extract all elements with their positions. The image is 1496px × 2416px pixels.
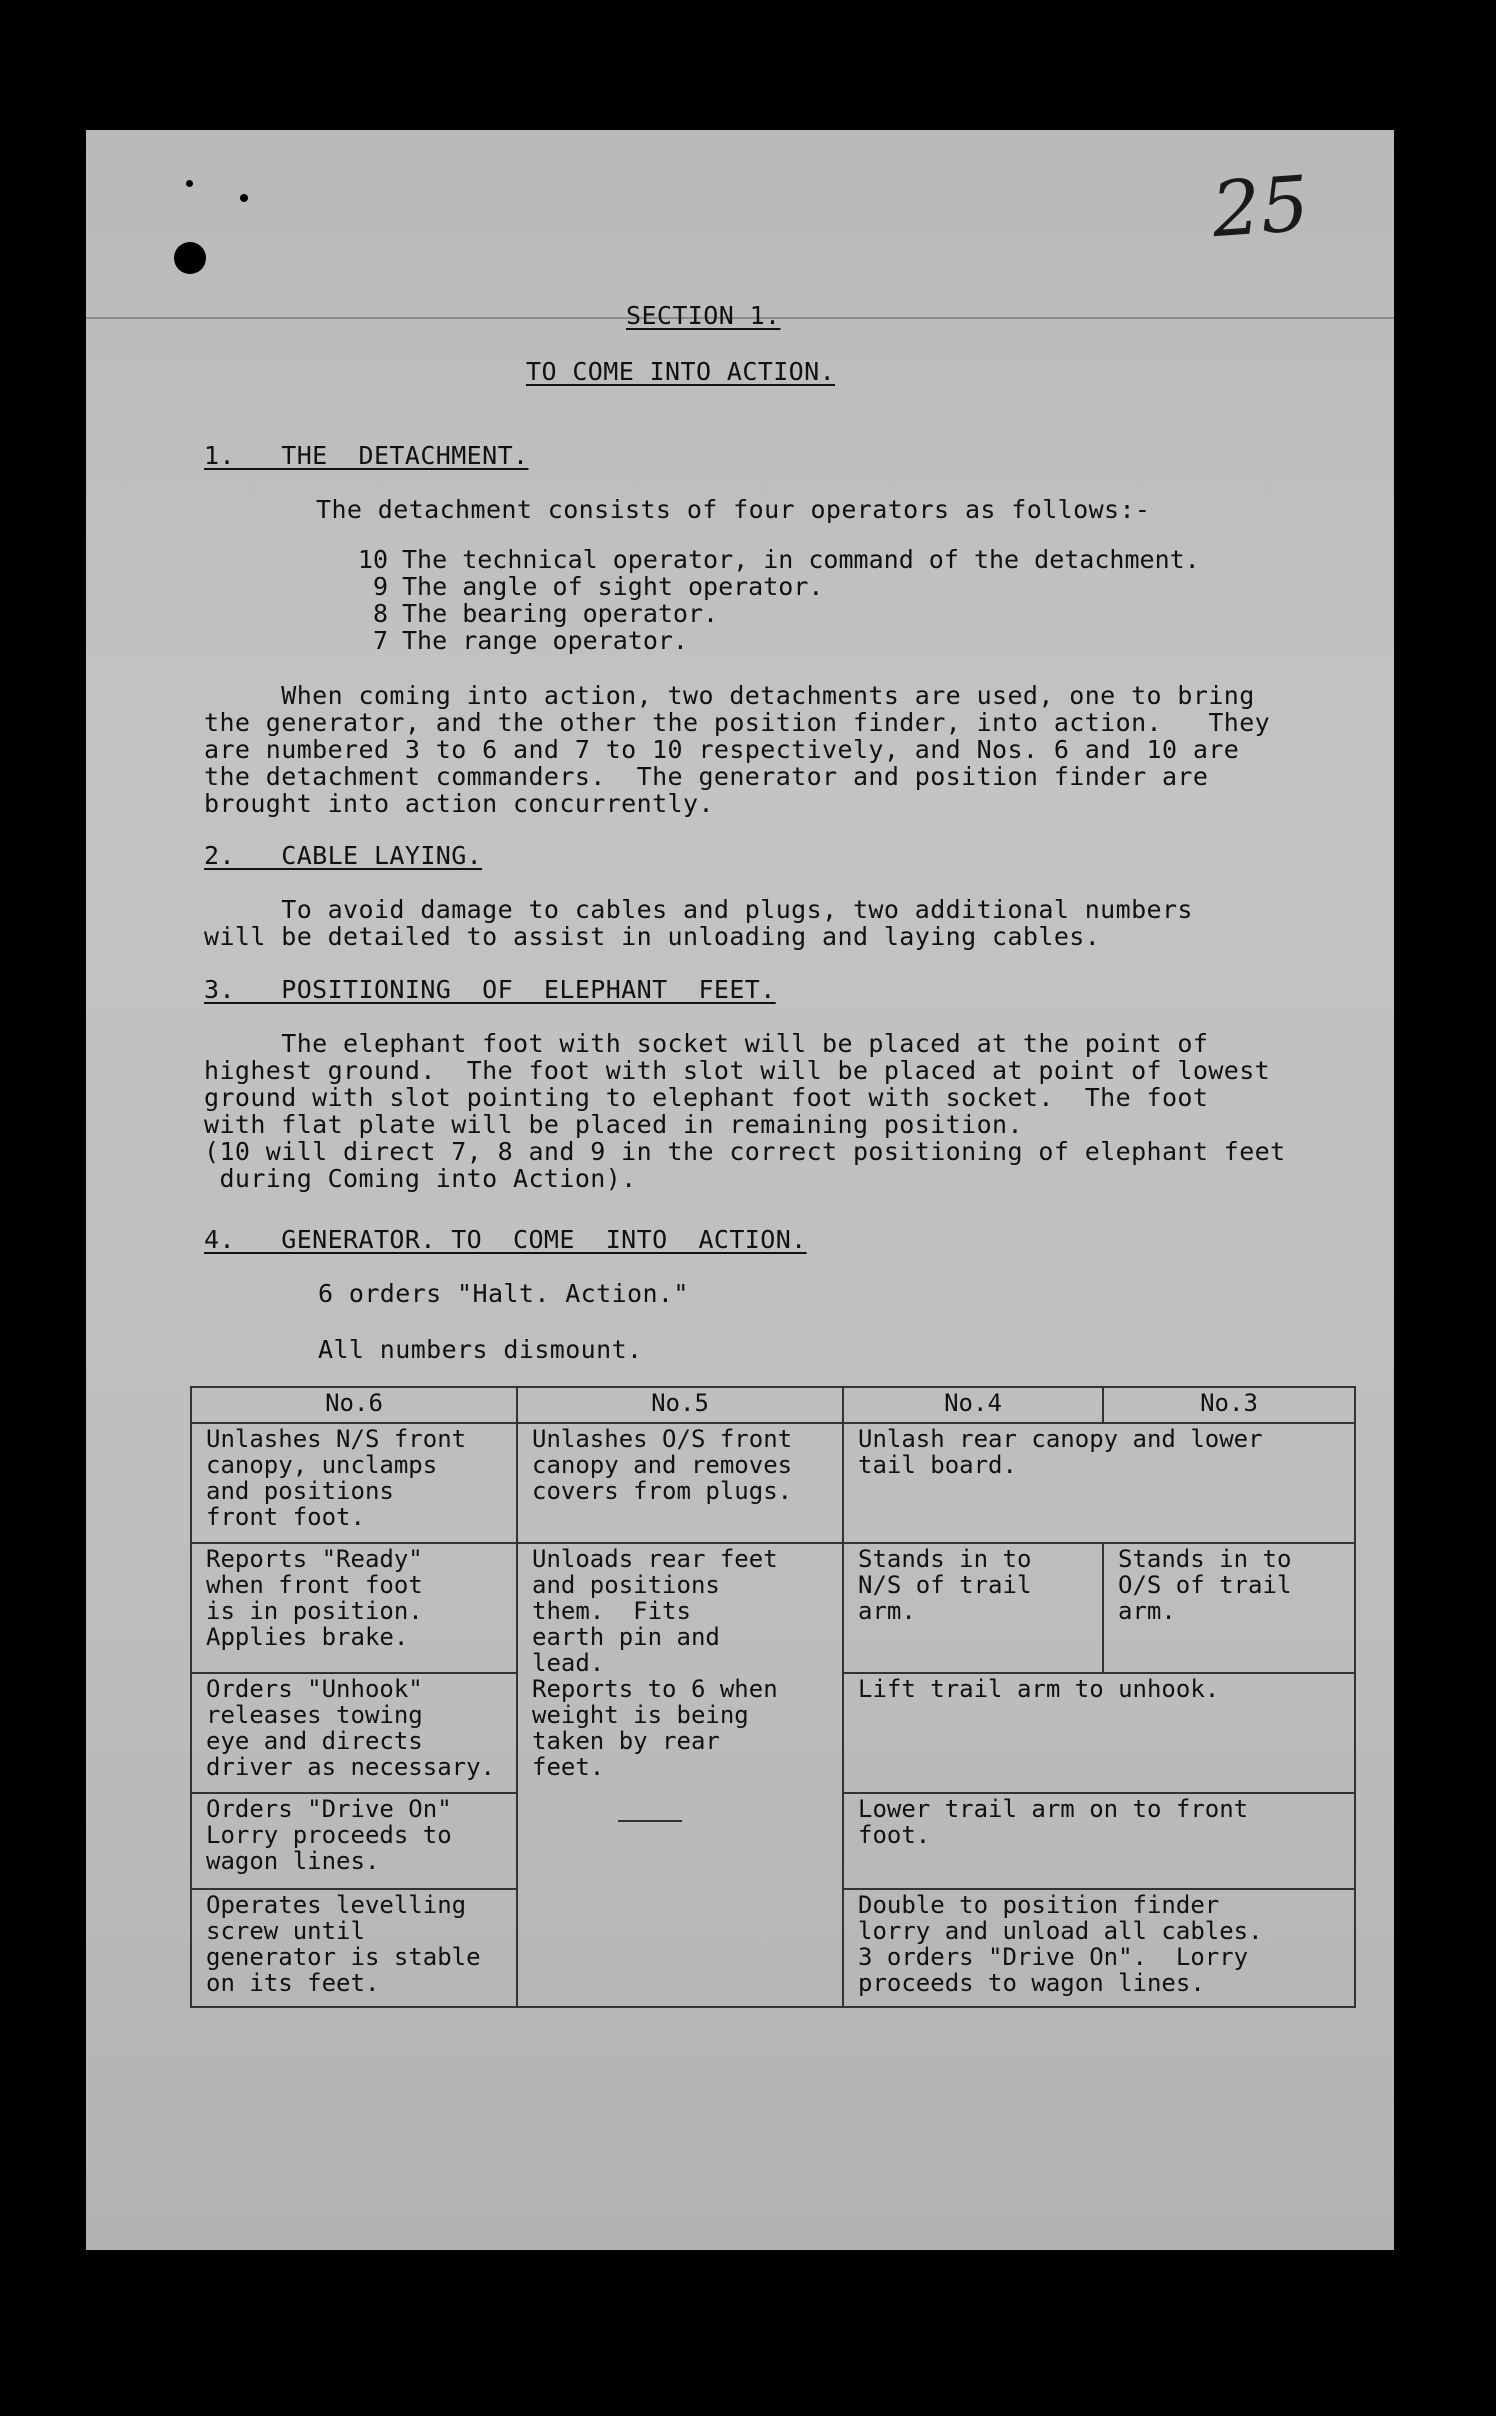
p2-heading: 2. CABLE LAYING.	[204, 841, 483, 870]
p3-body-line: (10 will direct 7, 8 and 9 in the correct positioning of elephant feet	[204, 1137, 1286, 1166]
table-row	[191, 1423, 1355, 1543]
p3-body-line: during Coming into Action).	[204, 1164, 637, 1193]
operator-role: The angle of sight operator.	[402, 572, 824, 601]
p1-body-line: are numbered 3 to 6 and 7 to 10 respectively, and Nos. 6 and 10 are	[204, 735, 1240, 764]
operator-item	[338, 573, 1200, 600]
table-cell: Orders "Unhook" releases towing eye and directs driver as necessary.	[191, 1673, 517, 1793]
p2-body-line: To avoid damage to cables and plugs, two additional numbers	[204, 895, 1193, 924]
operator-role: The technical operator, in command of the detachment.	[402, 545, 1200, 574]
p3-body-line: ground with slot pointing to elephant foot with socket. The foot	[204, 1083, 1209, 1112]
operator-item	[338, 627, 1200, 654]
document-page	[86, 130, 1394, 2250]
dash-mark	[618, 1820, 682, 1822]
handwritten-page-number: 25	[1209, 158, 1312, 255]
operator-item	[338, 546, 1200, 573]
section-title: TO COME INTO ACTION.	[526, 357, 836, 386]
table-cell: Lift trail arm to unhook.	[843, 1673, 1355, 1793]
table-cell: Reports "Ready" when front foot is in position. Applies brake.	[191, 1543, 517, 1673]
p2-body-line: will be detailed to assist in unloading and laying cables.	[204, 922, 1101, 951]
operator-list	[338, 546, 1200, 654]
punch-mark	[186, 180, 193, 187]
operator-role: The range operator.	[402, 626, 688, 655]
table-cell: Orders "Drive On" Lorry proceeds to wagon lines.	[191, 1793, 517, 1889]
section-heading: SECTION 1.	[626, 301, 781, 330]
p1-body-line: When coming into action, two detachments are used, one to bring	[204, 681, 1255, 710]
cell-text: Unloads rear feet and positions them. Fits earth pin and lead. Reports to 6 when weight is being taken by rear feet.	[532, 1545, 778, 1781]
p3-body-line: with flat plate will be placed in remaining position.	[204, 1110, 1023, 1139]
p1-heading: 1. THE DETACHMENT.	[204, 441, 529, 470]
column-header: No.3	[1103, 1387, 1355, 1423]
operator-role: The bearing operator.	[402, 599, 719, 628]
table-cell	[517, 1543, 843, 2007]
table-cell: Double to position finder lorry and unload all cables. 3 orders "Drive On". Lorry proceeds to wagon lines.	[843, 1889, 1355, 2007]
table-cell: Stands in to O/S of trail arm.	[1103, 1543, 1355, 1673]
table-cell: Unlashes O/S front canopy and removes covers from plugs.	[517, 1423, 843, 1543]
p1-body-line: the generator, and the other the position finder, into action. They	[204, 708, 1271, 737]
p3-body-line: highest ground. The foot with slot will be placed at point of lowest	[204, 1056, 1271, 1085]
table-cell: Operates levelling screw until generator is stable on its feet.	[191, 1889, 517, 2007]
operator-number: 10	[357, 545, 388, 574]
p4-order: 6 orders "Halt. Action."	[318, 1279, 689, 1308]
table-row	[191, 1543, 1355, 1673]
p3-body-line: The elephant foot with socket will be placed at the point of	[204, 1029, 1209, 1058]
p4-heading: 4. GENERATOR. TO COME INTO ACTION.	[204, 1225, 807, 1254]
table-cell: Lower trail arm on to front foot.	[843, 1793, 1355, 1889]
column-header: No.5	[517, 1387, 843, 1423]
column-header: No.6	[191, 1387, 517, 1423]
operator-item	[338, 600, 1200, 627]
operator-number: 7	[372, 626, 388, 655]
duties-table	[190, 1386, 1356, 2008]
table-cell: Unlashes N/S front canopy, unclamps and positions front foot.	[191, 1423, 517, 1543]
punch-mark	[240, 194, 248, 202]
p4-dismount: All numbers dismount.	[318, 1335, 643, 1364]
table-cell: Unlash rear canopy and lower tail board.	[843, 1423, 1355, 1543]
p3-heading: 3. POSITIONING OF ELEPHANT FEET.	[204, 975, 776, 1004]
column-header: No.4	[843, 1387, 1103, 1423]
p1-body-line: the detachment commanders. The generator and position finder are	[204, 762, 1209, 791]
p1-body-line: brought into action concurrently.	[204, 789, 714, 818]
punch-hole	[174, 242, 206, 274]
operator-number: 8	[372, 599, 388, 628]
p1-intro: The detachment consists of four operators as follows:-	[316, 495, 1151, 524]
operator-number: 9	[372, 572, 388, 601]
table-cell: Stands in to N/S of trail arm.	[843, 1543, 1103, 1673]
table-header-row	[191, 1387, 1355, 1423]
